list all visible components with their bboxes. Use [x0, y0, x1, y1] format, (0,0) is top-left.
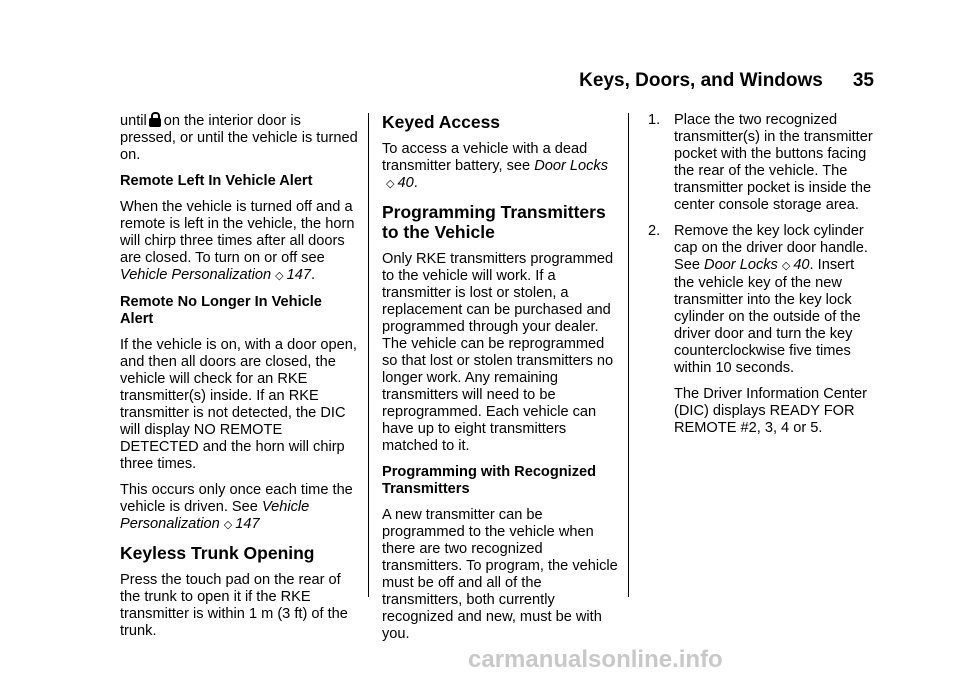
step-1-text: Place the two recognized transmitter(s) in the transmitter pocket with the buttons facing the rear of the vehicle. The transmitter pocket is inside the center console storage area.	[674, 112, 873, 213]
column-divider-1	[368, 113, 369, 597]
ref-page-number[interactable]: 147	[286, 267, 311, 283]
page-reference-icon: ◇	[275, 270, 284, 282]
programming-heading: Programming Transmitters to the Vehicle	[382, 202, 606, 242]
no-longer-paragraph: If the vehicle is on, with a door open, and then all doors are closed, the vehicle will check for an RKE transmitter(s) inside. If an RKE transmitter is not detected, the DIC will display NO REMOTE DETECTED and the horn will chirp three times.	[120, 337, 357, 472]
keyed-access-heading: Keyed Access	[382, 112, 501, 132]
step-2-text-b: . Insert the vehicle key of the new transmitter into the key lock cylinder on the outside of the driver door and turn the key counterclockwise five times within 10 seconds.	[674, 257, 861, 376]
recognized-heading: Programming with Recognized Transmitters	[382, 464, 597, 497]
section-title: Keys, Doors, and Windows	[579, 70, 823, 91]
list-item	[648, 112, 874, 214]
intro-text-post: on the interior door is pressed, or until the vehicle is turned on.	[120, 113, 358, 163]
column-divider-2	[628, 113, 629, 597]
step-2-text-a: Remove the key lock cylinder cap on the driver door handle. See	[674, 223, 868, 273]
step-number: 1.	[648, 112, 661, 128]
watermark: carmanualsonline.info	[468, 646, 723, 673]
step-body	[674, 223, 874, 437]
step-2-dic-text: The Driver Information Center (DIC) displays READY FOR REMOTE #2, 3, 4 or 5.	[674, 386, 868, 436]
ref-page-number[interactable]: 40	[793, 257, 810, 273]
once-text: This occurs only once each time the vehicle is driven. See	[120, 482, 353, 515]
once-paragraph	[120, 482, 358, 534]
keyless-trunk-paragraph: Press the touch pad on the rear of the trunk to open it if the RKE transmitter is within 1 m (3 ft) of the trunk.	[120, 572, 348, 639]
intro-paragraph	[120, 112, 358, 164]
page-reference-icon: ◇	[386, 178, 395, 190]
door-locks-link[interactable]: Door Locks	[534, 158, 609, 174]
ref-page-number[interactable]: 147	[235, 516, 260, 532]
recognized-paragraph: A new transmitter can be programmed to the vehicle when there are two recognized transmitters. To program, the vehicle must be off and all of the transmitters, both currently recognized and new, must be with you.	[382, 507, 618, 642]
keyed-access-paragraph	[382, 141, 618, 193]
remote-left-paragraph	[120, 199, 358, 285]
keyless-trunk-heading: Keyless Trunk Opening	[120, 543, 315, 563]
vehicle-personalization-link[interactable]: Vehicle Personalization	[120, 499, 310, 532]
step-2-text	[674, 223, 874, 377]
column-3	[648, 112, 874, 446]
list-item	[648, 223, 874, 437]
page-reference-icon: ◇	[223, 519, 233, 531]
step-number: 2.	[648, 223, 661, 239]
step-body	[674, 112, 874, 214]
keyed-access-text: To access a vehicle with a dead transmitter battery, see	[382, 141, 588, 174]
page-header	[579, 70, 874, 92]
programming-paragraph: Only RKE transmitters programmed to the vehicle will work. If a transmitter is lost or stolen, a replacement can be purchased and programmed through your dealer. The vehicle can be reprogrammed so that lost or stolen transmitters no longer work. Any remaining transmitters will need to be reprogrammed. Each vehicle can have up to eight transmitters matched to it.	[382, 251, 614, 454]
ref-page-number[interactable]: 40	[397, 175, 414, 191]
lock-icon	[149, 112, 161, 128]
remote-left-text: When the vehicle is turned off and a remote is left in the vehicle, the horn will chirp three times after all doors are closed. To turn on or off see	[120, 199, 355, 266]
page-number: 35	[852, 70, 874, 91]
vehicle-personalization-link[interactable]: Vehicle Personalization	[120, 267, 272, 283]
remote-left-heading: Remote Left In Vehicle Alert	[120, 173, 313, 189]
page-reference-icon: ◇	[781, 260, 791, 272]
period: .	[413, 175, 418, 191]
intro-text-pre: until	[120, 113, 147, 129]
column-2	[382, 112, 618, 652]
period: .	[311, 267, 316, 283]
no-longer-heading: Remote No Longer In Vehicle Alert	[120, 294, 322, 327]
door-locks-link[interactable]: Door Locks	[704, 257, 778, 273]
column-1	[120, 112, 358, 649]
